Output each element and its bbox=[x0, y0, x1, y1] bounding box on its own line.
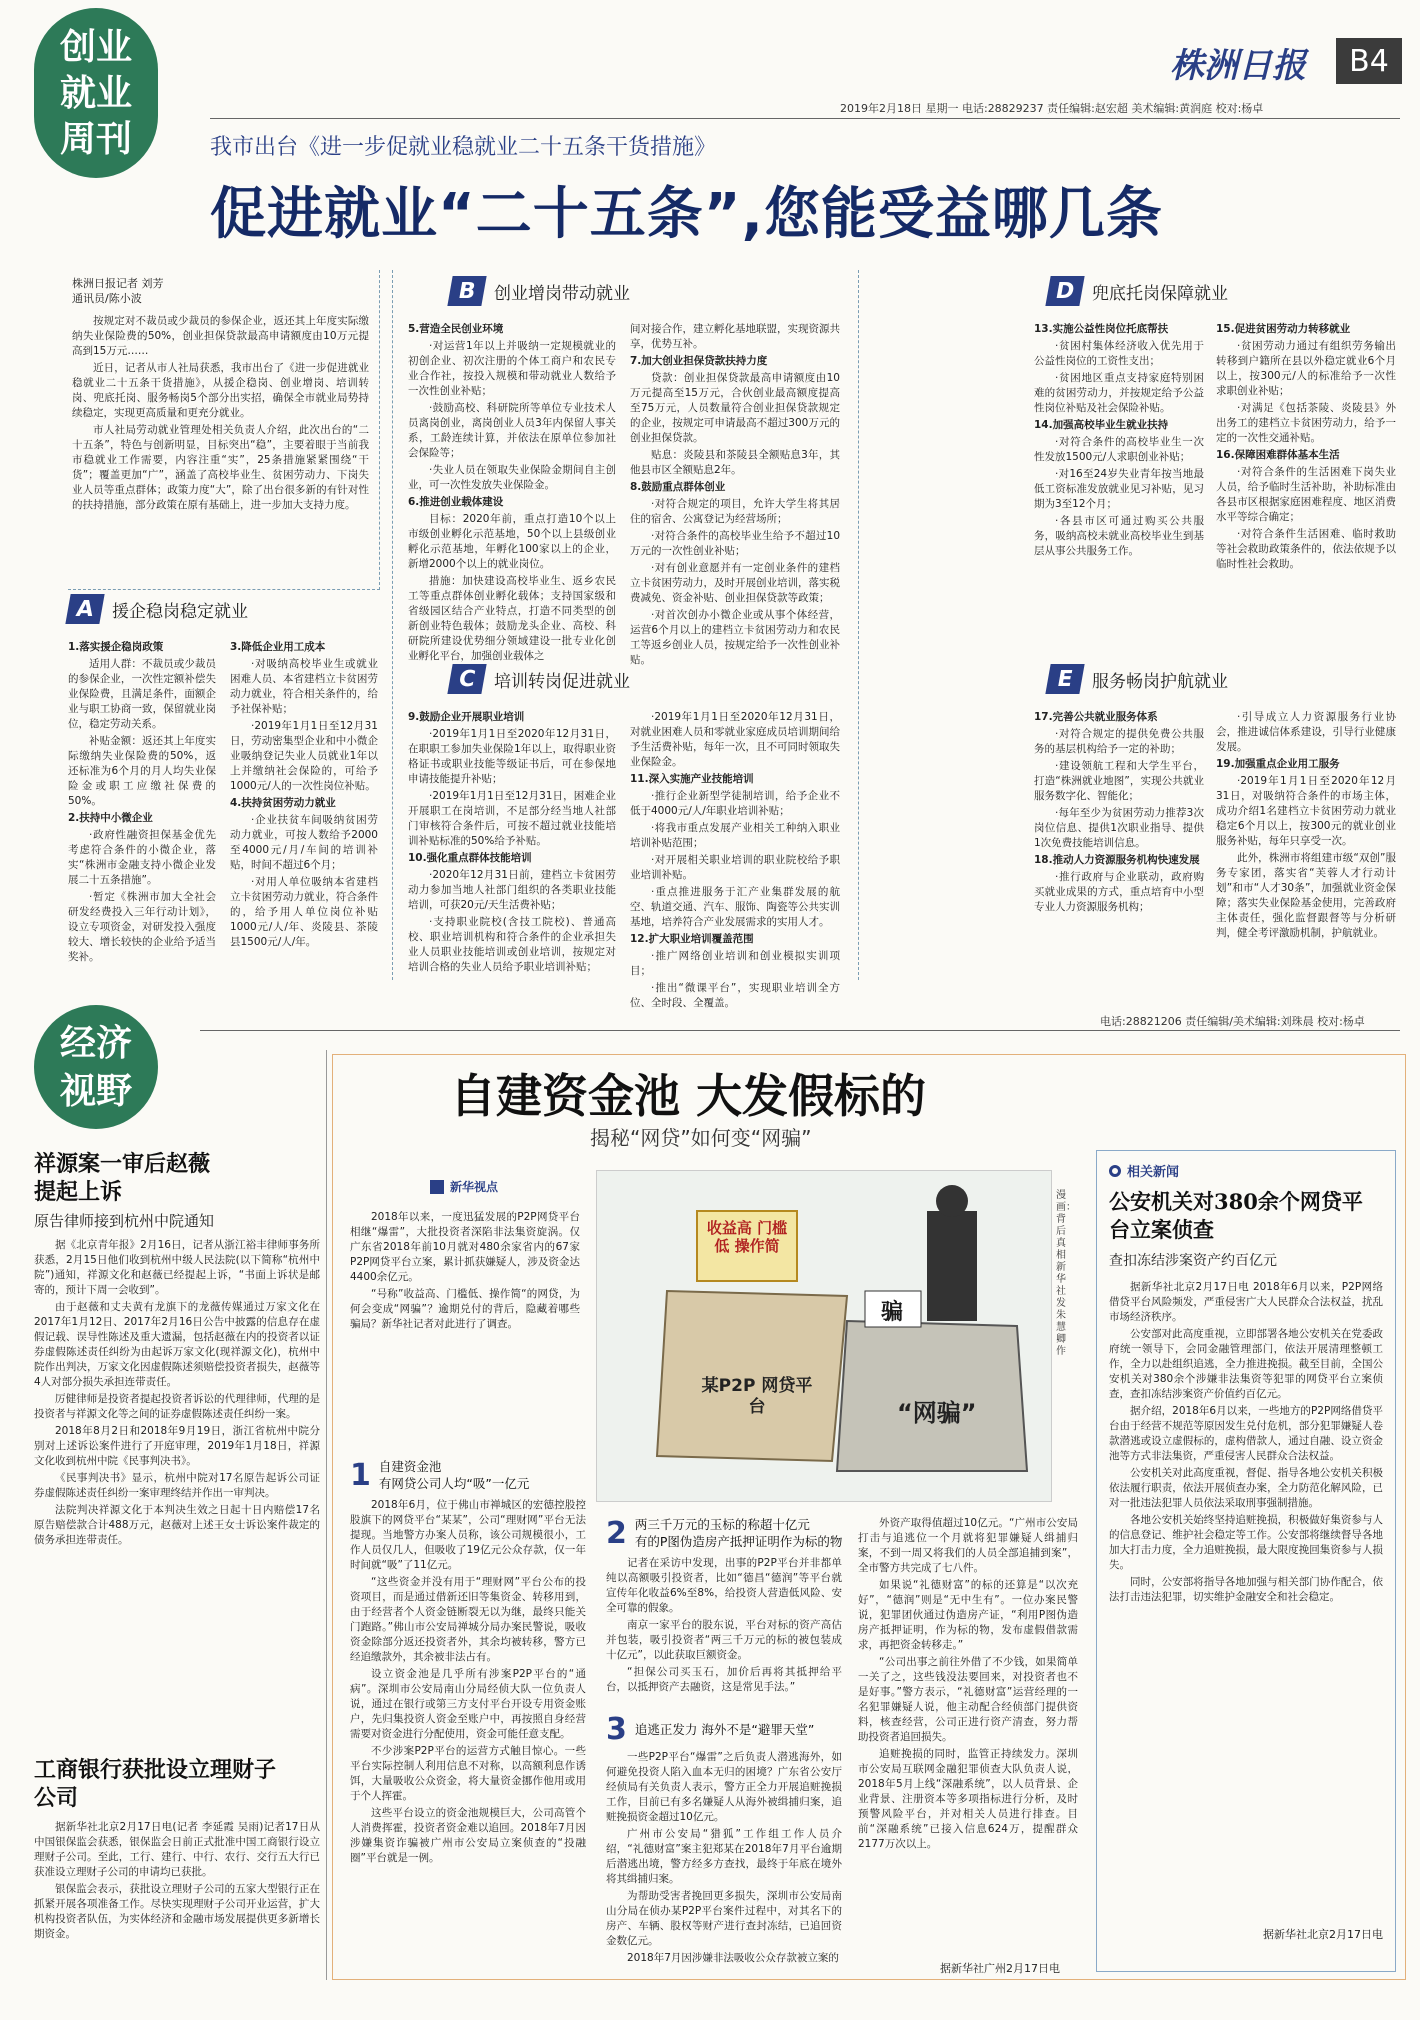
section-badge-chuangye bbox=[34, 8, 158, 178]
band2-rule bbox=[200, 1030, 1400, 1031]
paragraph: 贴息：炎陵县和茶陵县全额贴息3年，其他县市区全额贴息2年。 bbox=[630, 449, 840, 476]
section-a-header bbox=[68, 594, 248, 624]
paragraph: 补贴金额：返还其上年度实际缴纳失业保险费的50%，返还标准为6个月的月人均失业保险金或职工应缴社保费的50%。 bbox=[68, 735, 216, 807]
sub3-title: 追逃正发力 海外不是“避罪天堂” bbox=[634, 1722, 815, 1737]
sub1-title-2: 有网贷公司人均“吸”一亿元 bbox=[378, 1476, 530, 1491]
intro-paragraph: 按规定对不裁员或少裁员的参保企业，返还其上年度实际缴纳失业保险费的50%，创业担保贷款最高申请额度由10万元提高到15万元…… bbox=[72, 315, 369, 357]
paragraph: ·各县市区可通过购买公共服务，吸纳高校未就业高校毕业生到基层从事公共服务工作。 bbox=[1034, 515, 1204, 557]
sub-heading: 10.强化重点群体技能培训 bbox=[408, 852, 532, 864]
badge-line-3: 周刊 bbox=[59, 118, 132, 160]
paragraph: 2018年以来，一度迅猛发展的P2P网贷平台相继“爆雷”，大批投资者深陷非法集资旋涡。仅广东省2018年前10月就对480余家省内的67家P2P网贷平台立案，累计抓获嫌疑人，涉及资金达4400余亿元。 bbox=[350, 1211, 580, 1283]
sub-heading: 12.扩大职业培训覆盖范围 bbox=[630, 933, 754, 945]
paragraph: 南京一家平台的股东说，平台对标的资产高估并包装，吸引投资者“两三千万元的标的被包装成十亿元”，以此获取巨额资金。 bbox=[606, 1619, 842, 1661]
paragraph: ·2020年12月31日前，建档立卡贫困劳动力参加当地人社部门组织的各类职业技能培训，可获20元/天生活费补贴； bbox=[408, 869, 616, 911]
main-headline: 促进就业“二十五条”,您能受益哪几条 bbox=[210, 182, 1163, 247]
paragraph: 各地公安机关始终坚持追赃挽损，积极做好集资参与人的信息登记、维护社会稳定等工作。公安部将继续督导各地加大打击力度，全力追赃挽损，最大限度挽回集资参与人损失。 bbox=[1109, 1514, 1383, 1571]
paragraph: ·建设领航工程和大学生平台，打造“株洲就业地图”，实现公共就业服务数字化、智能化； bbox=[1034, 760, 1204, 802]
paragraph: ·对用人单位吸纳本省建档立卡贫困劳动力就业，符合条件的，给予用人单位岗位补贴1000元/人/年、炎陵县、茶陵县1500元/人/年。 bbox=[230, 876, 378, 948]
intro-text bbox=[72, 314, 369, 564]
sub2-text bbox=[606, 1556, 842, 1706]
sub2-title-1: 两三千万元的玉标的称超十亿元 bbox=[634, 1517, 810, 1532]
section-a-col2 bbox=[230, 640, 378, 980]
section-c-header bbox=[450, 664, 630, 694]
related-tag-label: 相关新闻 bbox=[1127, 1165, 1180, 1180]
paragraph: ·对有创业意愿并有一定创业条件的建档立卡贫困劳动力，及时开展创业培训，落实税费减免、资金补贴、创业担保贷款等政策； bbox=[630, 562, 840, 604]
paragraph: “这些资金并没有用于“理财网”平台公布的投资项目，而是通过借新还旧等集资金、转移用到，由于经营者个人资金链断裂无以为继，最终只能关门跑路。”佛山市公安局禅城分局办案民警说，吸收资金除部分返还投资者外，其余均被转移，警方已经追缴款外，其余被非法占有。 bbox=[350, 1576, 586, 1663]
paragraph: “公司出事之前往外借了不少钱，如果简单一关了之，这些钱没法要回来，对投资者也不是好事。”警方表示，“礼德财富”运营经理的一名犯罪嫌疑人说，他主动配合经侦部门提供资料，核查经营，公司正进行资产清查，努力帮助投资者追回损失。 bbox=[858, 1656, 1078, 1743]
sub-heading: 15.促进贫困劳动力转移就业 bbox=[1216, 323, 1351, 335]
paragraph: 《民事判决书》显示，杭州中院对17名原告起诉公司证券虚假陈述责任纠纷一案审理终结并作出一审判决。 bbox=[34, 1472, 320, 1499]
sign-text: 收益高 门槛低 操作简 bbox=[706, 1219, 788, 1255]
sub-heading: 13.实施公益性岗位托底帮扶 bbox=[1034, 323, 1169, 335]
paragraph: 银保监会表示，获批设立理财子公司的五家大型银行正在抓紧开展各项准备工作。尽快实现理财子公司开业运营，扩大机构投资者队伍，为实体经济和金融市场发展提供更多新增长期资金。 bbox=[34, 1883, 320, 1940]
section-letter: E bbox=[1045, 664, 1084, 694]
related-text bbox=[1109, 1280, 1383, 1920]
sub-heading: 5.营造全民创业环境 bbox=[408, 323, 504, 335]
paragraph: 广州市公安局“猎狐”工作组工作人员介绍，“礼德财富”案主犯郑某在2018年7月平台逾期后潜逃出境，警方经多方查找，最终于年底在境外将其缉捕归案。 bbox=[606, 1828, 842, 1885]
paragraph: ·2019年1月1日至2020年12月31日，对就业困难人员和零就业家庭成员培训期间给予生活费补贴，每年一次，且不可同时领取失业保险金。 bbox=[630, 711, 840, 768]
paragraph: ·贫困劳动力通过有组织劳务输出转移到户籍所在县以外稳定就业6个月以上，按300元/人的标准给予一次性求职创业补贴； bbox=[1216, 340, 1396, 397]
intro-box bbox=[68, 270, 380, 590]
paragraph: ·2019年1月1日至2020年12月31日，在职职工参加失业保险1年以上，取得职业资格证书或职业技能等级证书后，可在参保地申请技能提升补贴； bbox=[408, 728, 616, 785]
intro-paragraph: 市人社局劳动就业管理处相关负责人介绍，此次出台的“二十五条”，特色与创新明显，目标突出“稳”，主要着眼于当前我市稳就业工作需要，内容注重“实”，25条措施紧紧围绕“干货”；覆盖更加“广”，涵盖了高校毕业生、贫困劳动力、下岗失业人员等重点群体；政策力度“大”，除了出台很多新的有针对性的扶持措施，部分政策在原有基础上，进一步加大支持力度。 bbox=[72, 424, 369, 511]
paragraph: 适用人群：不裁员或少裁员的参保企业，一次性定额补偿失业保险费，且满足条件，面额企业与职工协商一致，保留就业岗位，稳定劳动关系。 bbox=[68, 658, 216, 730]
byline-correspondent: 通讯员/陈小波 bbox=[72, 292, 142, 305]
paragraph: ·对符合条件生活困难、临时救助等社会救助政策条件的，依法依规予以临时性社会救助。 bbox=[1216, 528, 1396, 570]
sub1-header bbox=[350, 1458, 529, 1493]
sub-heading: 11.深入实施产业技能培训 bbox=[630, 773, 754, 785]
paragraph: ·支持职业院校(含技工院校)、普通高校、职业培训机构和符合条件的企业承担失业人员职业技能培训或创业培训，按规定对培训合格的失业人员给予职业培训补贴； bbox=[408, 916, 616, 973]
sub-heading: 19.加强重点企业用工服务 bbox=[1216, 758, 1340, 770]
section-badge-jingji bbox=[34, 1005, 158, 1129]
section-e-header bbox=[1048, 664, 1228, 694]
paragraph: ·对符合条件的生活困难下岗失业人员，给予临时生活补助，补助标准由各县市区根据家庭困难程度、地区消费水平等综合确定； bbox=[1216, 466, 1396, 523]
section-b-header bbox=[450, 276, 630, 306]
paragraph: ·对首次创办小微企业或从事个体经营，运营6个月以上的建档立卡贫困劳动力和农民工等返乡创业人员，按规定给予一次性创业补贴。 bbox=[630, 609, 840, 666]
related-headline: 公安机关对380余个网贷平台立案侦查 bbox=[1109, 1189, 1363, 1242]
sub1-title-1: 自建资金池 bbox=[378, 1459, 442, 1474]
paragraph: ·2019年1月1日至12月31日，困难企业开展职工在岗培训，不足部分经当地人社部门审核符合条件后，可按不超过就业技能培训补贴标准的50%给予补贴。 bbox=[408, 790, 616, 847]
top-info-line: 2019年2月18日 星期一 电话:28829237 责任编辑:赵宏超 美术编辑:黄润庭 校对:杨卓 bbox=[840, 102, 1264, 115]
paragraph: 厉健律师是投资者提起投资者诉讼的代理律师，代理的是投资者与祥源文化等之间的证券虚假陈述责任纠纷一案。 bbox=[34, 1393, 320, 1420]
section-title: 援企稳岗稳定就业 bbox=[112, 601, 248, 622]
source-tag bbox=[430, 1178, 498, 1195]
cartoon-svg bbox=[597, 1171, 1051, 1501]
intro-paragraph: 近日，记者从市人社局获悉，我市出台了《进一步促进就业稳就业二十五条干货措施》，从援企稳岗、创业增岗、培训转岗、兜底托岗、服务畅岗5个部分出实招，确保全市就业局势持续稳定，实现更高质量和更充分就业。 bbox=[72, 362, 369, 419]
sub-heading: 1.落实援企稳岗政策 bbox=[68, 641, 164, 653]
section-letter: D bbox=[1045, 276, 1084, 306]
source-tag-icon bbox=[430, 1180, 444, 1194]
paragraph: ·2019年1月1日至12月31日，劳动密集型企业和中小微企业吸纳登记失业人员就业1年以上并缴纳社会保险的，可给予1000元/人的一次性岗位补贴。 bbox=[230, 720, 378, 792]
paragraph: ·失业人员在领取失业保险金期间自主创业，可一次性发放失业保险金。 bbox=[408, 464, 616, 491]
section-e-col2 bbox=[1216, 710, 1396, 982]
related-dateline: 据新华社北京2月17日电 bbox=[1263, 1928, 1383, 1941]
paragraph: ·对运营1年以上并吸纳一定规模就业的初创企业、初次注册的个体工商户和农民专业合作社，按投入规模和带动就业人数给予一次性创业补贴； bbox=[408, 340, 616, 397]
source-tag-label: 新华视点 bbox=[450, 1180, 499, 1194]
bag-left-label: 某P2P 网贷平台 bbox=[701, 1376, 813, 1417]
paragraph: 据新华社北京2月17日电(记者 李延霞 吴雨)记者17日从中国银保监会获悉，银保监会日前正式批准中国工商银行设立理财子公司。至此，工行、建行、中行、农行、交行五大行已获准设立理财子公司的申请均已获批。 bbox=[34, 1821, 320, 1878]
sub1-number: 1 bbox=[350, 1458, 371, 1493]
paragraph: ·对符合规定的提供免费公共服务的基层机构给予一定的补助； bbox=[1034, 728, 1204, 755]
paragraph: 公安部对此高度重视，立即部署各地公安机关在党委政府统一领导下，会同金融管理部门，依法开展清理整顿工作，全力以赴组织追逃，全力推进挽损。截至目前，全国公安机关对380余个涉嫌非法集资等犯罪的网贷平台立案侦查，查扣冻结涉案资产价值约百亿元。 bbox=[1109, 1328, 1383, 1400]
paragraph: “号称”收益高、门槛低、操作简“的网贷，为何会变成“网骗”？逾期兑付的背后，隐藏着哪些骗局？新华社记者对此进行了调查。 bbox=[350, 1288, 580, 1330]
paragraph: ·2019年1月1日至2020年12月31日，对吸纳符合条件的市场主体，成功介绍1名建档立卡贫困劳动力就业稳定6个月以上，按300元的就业创业服务补贴，每年只享受一次。 bbox=[1216, 775, 1396, 847]
badge-line-2: 就业 bbox=[59, 72, 132, 114]
paragraph: 据新华社北京2月17日电 2018年6月以来，P2P网络借贷平台风险频发，严重侵害广大人民群众合法权益，扰乱市场经济秩序。 bbox=[1109, 1281, 1383, 1323]
sub-heading: 14.加强高校毕业生就业扶持 bbox=[1034, 419, 1169, 431]
sub3-header bbox=[606, 1712, 814, 1747]
story1-text bbox=[34, 1238, 320, 1738]
section-b-col1 bbox=[408, 322, 616, 662]
paragraph: 措施：加快建设高校毕业生、返乡农民工等重点群体创业孵化载体；支持国家级和省级园区结合产业特点，打造不同类型的创新创业特色载体；鼓励龙头企业、高校、科研院所建设优势细分领域建设一批专业化创业孵化平台，加强创业载体之 bbox=[408, 575, 616, 662]
paper-name: 株洲日报 bbox=[1170, 46, 1306, 86]
paragraph: 法院判决祥源文化于本判决生效之日起十日内赔偿17名原告赔偿款合计488万元，赵薇对上述王女士诉讼案件裁定的债务承担连带责任。 bbox=[34, 1504, 320, 1546]
paragraph: ·每年至少为贫困劳动力推荐3次岗位信息、提供1次职业指导、提供1次免费技能培训信息。 bbox=[1034, 807, 1204, 849]
paragraph: 设立资金池是几乎所有涉案P2P平台的“通病”。深圳市公安局南山分局经侦大队一位负责人说，通过在银行或第三方支付平台开设专用资金账户，先归集投资人资金至账户中，再按照自身经营需要对资金进行分配使用，资金可能任意支配。 bbox=[350, 1668, 586, 1740]
paragraph: 2018年8月2日和2018年9月19日，浙江省杭州中院分别对上述诉讼案件进行了开庭审理，2019年1月18日，祥源文化收到杭州中院《民事判决书》。 bbox=[34, 1425, 320, 1467]
section-letter: A bbox=[65, 594, 104, 624]
paragraph: 记者在采访中发现，出事的P2P平台并非都单纯以高额吸引投资者，比如“德昌“德润”等平台就宣传年化收益6%至8%，给投资人营造低风险、安全可靠的假象。 bbox=[606, 1557, 842, 1614]
feature-lead bbox=[350, 1210, 580, 1440]
thief-figure bbox=[927, 1211, 977, 1321]
section-d-header bbox=[1048, 276, 1228, 306]
sub-heading: 17.完善公共就业服务体系 bbox=[1034, 711, 1158, 723]
paragraph: ·引导成立人力资源服务行业协会，推进诚信体系建设，引导行业健康发展。 bbox=[1216, 711, 1396, 753]
left-column bbox=[34, 1150, 320, 1980]
section-d-col2 bbox=[1216, 322, 1396, 652]
top-rule bbox=[210, 118, 1400, 119]
paragraph: 由于赵薇和丈夫黄有龙旗下的龙薇传媒通过万家文化在2017年1月12日、2017年2月16日公告中披露的信息存在虚假记载、误导性陈述及重大遗漏，包括赵薇在内的投资者以证券虚假陈述责任纠纷为由起诉万家文化(现祥源文化)，杭州中院作出判决，万家文化因虚假陈述须赔偿投资者损失，赵薇等4人对部分损失承担连带责任。 bbox=[34, 1301, 320, 1388]
paragraph: ·重点推进服务于汇产业集群发展的航空、轨道交通、汽车、服饰、陶瓷等公共实训基地，培养符合产业发展需求的实用人才。 bbox=[630, 886, 840, 928]
sub-heading: 18.推动人力资源服务机构快速发展 bbox=[1034, 854, 1200, 866]
paragraph: ·对符合条件的高校毕业生给予不超过10万元的一次性创业补贴； bbox=[630, 530, 840, 557]
section-e-col1 bbox=[1034, 710, 1204, 982]
paragraph: 此外，株洲市将组建市级“双创”服务专家团，落实省“芙蓉人才行动计划”和市“人才30条”，加强就业资金保障；落实失业保险基金使用，完善政府主体责任，强化监督跟督等与分析研判，健全考评激励机制，护航就业。 bbox=[1216, 852, 1396, 939]
paragraph: ·推广网络创业培训和创业模拟实训项目； bbox=[630, 950, 840, 977]
paragraph: ·对符合规定的项目，允许大学生将其居住的宿舍、公寓登记为经营场所； bbox=[630, 498, 840, 525]
sub1-text bbox=[350, 1498, 586, 1968]
feature-dateline: 据新华社广州2月17日电 bbox=[940, 1962, 1060, 1975]
paragraph: ·贫困村集体经济收入优先用于公益性岗位的工资性支出； bbox=[1034, 340, 1204, 367]
band2-info-line: 电话:28821206 责任编辑/美术编辑:刘珠晨 校对:杨卓 bbox=[1100, 1015, 1365, 1028]
section-title: 服务畅岗护航就业 bbox=[1092, 671, 1228, 692]
section-title: 创业增岗带动就业 bbox=[494, 283, 630, 304]
paragraph: ·政府性融资担保基金优先考虑符合条件的小微企业，落实“株洲市金融支持小微企业发展二十五条措施”。 bbox=[68, 829, 216, 886]
sub-heading: 6.推进创业载体建设 bbox=[408, 496, 504, 508]
paragraph: ·暂定《株洲市加大全社会研发经费投入三年行动计划》，设立专项资金，对研发投入强度较大、增长较快的企业给予适当奖补。 bbox=[68, 891, 216, 963]
page-code: B4 bbox=[1336, 38, 1402, 84]
paragraph: “担保公司买玉石，加价后再将其抵押给平台，以抵押资产去融资，这是常见手法。” bbox=[606, 1666, 842, 1693]
sub-heading: 8.鼓励重点群体创业 bbox=[630, 481, 726, 493]
paragraph: 2018年7月因涉嫌非法吸收公众存款被立案的 bbox=[627, 1952, 839, 1964]
paragraph: ·鼓励高校、科研院所等单位专业技术人员离岗创业，离岗创业人员3年内保留人事关系，工龄连续计算，并依法在原单位参加社会保险等； bbox=[408, 402, 616, 459]
story1-subtitle: 原告律师接到杭州中院通知 bbox=[34, 1212, 215, 1230]
badge-line-1: 经济 bbox=[59, 1022, 132, 1064]
paragraph: 不少涉案P2P平台的运营方式触目惊心。一些平台实际控制人利用信息不对称，以高额利息作诱饵，大量吸收公众资金，将大量资金挪作他用或用于个人挥霍。 bbox=[350, 1745, 586, 1802]
sub2-number: 2 bbox=[606, 1516, 627, 1551]
sub2-title-2: 有的P图伪造房产抵押证明作为标的物 bbox=[634, 1534, 843, 1549]
sub-heading: 7.加大创业担保贷款扶持力度 bbox=[630, 355, 768, 367]
paragraph: 间对接合作，建立孵化基地联盟，实现资源共享，优势互补。 bbox=[630, 323, 840, 350]
divider bbox=[858, 270, 859, 980]
section-letter: C bbox=[447, 664, 486, 694]
kicker: 我市出台《进一步促就业稳就业二十五条干货措施》 bbox=[210, 135, 717, 160]
paragraph: 目标：2020年前，重点打造10个以上市级创业孵化示范基地，50个以上县级创业孵化示范基地，年孵化100家以上的企业，新增2000个以上的就业岗位。 bbox=[408, 513, 616, 570]
sub2-header bbox=[606, 1516, 842, 1551]
paragraph: ·将我市重点发展产业相关工种纳入职业培训补贴范围； bbox=[630, 822, 840, 849]
paragraph: ·对吸纳高校毕业生或就业困难人员、本省建档立卡贫困劳动力就业，符合相关条件的，给予社保补贴； bbox=[230, 658, 378, 715]
cartoon-credit: 漫画：背后真相 新华社发 朱慧卿 作 bbox=[1056, 1190, 1076, 1357]
section-c-col2 bbox=[630, 710, 840, 1009]
paragraph: ·推行企业新型学徒制培训，给予企业不低于4000元/人/年职业培训补贴； bbox=[630, 790, 840, 817]
related-subheadline: 查扣冻结涉案资产约百亿元 bbox=[1109, 1253, 1277, 1269]
related-news-box bbox=[1096, 1150, 1396, 1972]
section-letter: B bbox=[447, 276, 486, 306]
story1-title: 祥源案一审后赵薇提起上诉 bbox=[34, 1151, 211, 1205]
cartoon-illustration bbox=[596, 1170, 1052, 1502]
section-b-col2 bbox=[630, 322, 840, 666]
paragraph: 追赃挽损的同时，监管正持续发力。深圳市公安局互联网金融犯罪侦查大队负责人说，2018年5月上线“深融系统”，以人员背景、企业背景、注册资本等多项指标进行分析，及时预警风险平台，并对相关人员进行排查。目前“深融系统”已接入信息624万，提醒群众2177万次以上。 bbox=[858, 1748, 1078, 1850]
feature-subheadline: 揭秘“网贷”如何变“网骗” bbox=[590, 1126, 812, 1150]
paragraph: 贷款：创业担保贷款最高申请额度由10万元提高至15万元，合伙创业最高额度提高至75万元，人员数量符合创业担保贷款规定的企业，按规定可申请最高不超过300万元的创业担保贷款。 bbox=[630, 372, 840, 444]
sub-heading: 2.扶持中小微企业 bbox=[68, 812, 153, 824]
story2-text bbox=[34, 1820, 320, 2020]
section-title: 兜底托岗保障就业 bbox=[1092, 283, 1228, 304]
paragraph: 外资产取得值超过10亿元。“广州市公安局打击与追逃位一个月就将犯罪嫌疑人缉捕归案，不到一周又将我们的人员全部追捕到案”，全市警方共完成了七八件。 bbox=[858, 1517, 1078, 1574]
paragraph: ·贫困地区重点支持家庭特别困难的贫困劳动力，并按规定给予公益性岗位补贴及社会保险补贴。 bbox=[1034, 372, 1204, 414]
paragraph: ·推出“微课平台”，实现职业培训全方位、全时段、全覆盖。 bbox=[630, 982, 840, 1009]
paragraph: 一些P2P平台“爆雷”之后负责人潜逃海外，如何避免投资人陷入血本无归的困境？广东省公安厅经侦局有关负责人表示，警方正全力开展追赃挽损工作，目前已有多名嫌疑人从海外被缉捕归案，追赃挽损资金超过10亿元。 bbox=[606, 1751, 842, 1823]
badge-line-1: 创业 bbox=[59, 26, 132, 68]
feature-col3 bbox=[858, 1516, 1078, 1956]
section-a-col1 bbox=[68, 640, 216, 980]
paragraph: 为帮助受害者挽回更多损失，深圳市公安局南山分局在侦办某P2P平台案件过程中，对其名下的房产、车辆、股权等财产进行查封冻结，已追回资金数亿元。 bbox=[606, 1890, 842, 1947]
paragraph: 公安机关对此高度重视，督促、指导各地公安机关积极依法履行职责，依法开展侦查办案，全力防范化解风险，已对一批违法犯罪人员依法采取刑事强制措施。 bbox=[1109, 1467, 1383, 1509]
paragraph: ·对满足《包括茶陵、炎陵县》外出务工的建档立卡贫困劳动力，给予一定的一次性交通补贴。 bbox=[1216, 402, 1396, 444]
related-tag-icon bbox=[1109, 1165, 1121, 1177]
sub3-text bbox=[606, 1750, 842, 1972]
paragraph: 据《北京青年报》2月16日，记者从浙江裕丰律师事务所获悉，2月15日他们收到杭州中级人民法院(以下简称“杭州中院”)通知，祥源文化和赵薇已经提起上诉，“书面上诉状是邮寄的，预计下周一会收到”。 bbox=[34, 1239, 320, 1296]
paragraph: ·企业扶贫车间吸纳贫困劳动力就业，可按人数给予2000至4000元/月/车间的培训补贴，时间不超过6个月； bbox=[230, 814, 378, 871]
byline-reporter: 株洲日报记者 刘芳 bbox=[72, 277, 164, 290]
sub-heading: 16.保障困难群体基本生活 bbox=[1216, 449, 1340, 461]
divider bbox=[326, 1050, 327, 1980]
paragraph: ·推行政府与企业联动，政府购买就业成果的方式，重点培育中小型专业人力资源服务机构； bbox=[1034, 871, 1204, 913]
badge-line-2: 视野 bbox=[59, 1070, 132, 1112]
paragraph: 据介绍，2018年6月以来，一些地方的P2P网络借贷平台由于经营不规范等原因发生兑付危机，部分犯罪嫌疑人卷款潜逃或设立虚假标的，虚构借款人，通过自融、设立资金池等方式非法集资，严重侵害人民群众合法权益。 bbox=[1109, 1405, 1383, 1462]
section-c-col1 bbox=[408, 710, 616, 982]
thief-head bbox=[936, 1185, 968, 1217]
paragraph: 这些平台设立的资金池规模巨大，公司高管个人消费挥霍，投资者资金难以追回。2018年7月因涉嫌集资诈骗被广州市公安局立案侦查的“投融圈”平台就是一例。 bbox=[350, 1807, 586, 1864]
paragraph: ·对开展相关职业培训的职业院校给予职业培训补贴。 bbox=[630, 854, 840, 881]
paragraph: 同时，公安部将指导各地加强与相关部门协作配合，依法打击违法犯罪，切实维护金融安全和社会稳定。 bbox=[1109, 1576, 1383, 1603]
paragraph: ·对16至24岁失业青年按当地最低工资标准发放就业见习补贴，见习期为3至12个月； bbox=[1034, 468, 1204, 510]
sub-heading: 9.鼓励企业开展职业培训 bbox=[408, 711, 525, 723]
divider bbox=[392, 270, 393, 980]
bag-right-label: “网骗” bbox=[897, 1399, 977, 1427]
sub-heading: 3.降低企业用工成本 bbox=[230, 641, 326, 653]
sub3-number: 3 bbox=[606, 1712, 627, 1747]
thief-mark: 骗 bbox=[881, 1300, 904, 1325]
feature-headline: 自建资金池 大发假标的 bbox=[450, 1069, 927, 1123]
section-title: 培训转岗促进就业 bbox=[494, 671, 630, 692]
related-tag bbox=[1109, 1161, 1383, 1180]
paragraph: 2018年6月，位于佛山市禅城区的宏德控股控股旗下的网贷平台“某某”，公司“理财网”平台无法提现。当地警方办案人员称，该公司规模很小，工作人员仅几人，但吸收了19亿元公众存款，仅一年时间就“吸”了11亿元。 bbox=[350, 1499, 586, 1571]
paragraph: ·对符合条件的高校毕业生一次性发放1500元/人求职创业补贴； bbox=[1034, 436, 1204, 463]
sub-heading: 4.扶持贫困劳动力就业 bbox=[230, 797, 336, 809]
story2-title: 工商银行获批设立理财子公司 bbox=[34, 1757, 277, 1811]
paragraph: 如果说“礼德财富”的标的还算是“以次充好”，“德润”则是“无中生有”。一位办案民警说，犯罪团伙通过伪造房产证，“利用P图伪造房产抵押证明，作为标的物，发布虚假借款需求，再把资金转移走。” bbox=[858, 1579, 1078, 1651]
section-d-col1 bbox=[1034, 322, 1204, 652]
